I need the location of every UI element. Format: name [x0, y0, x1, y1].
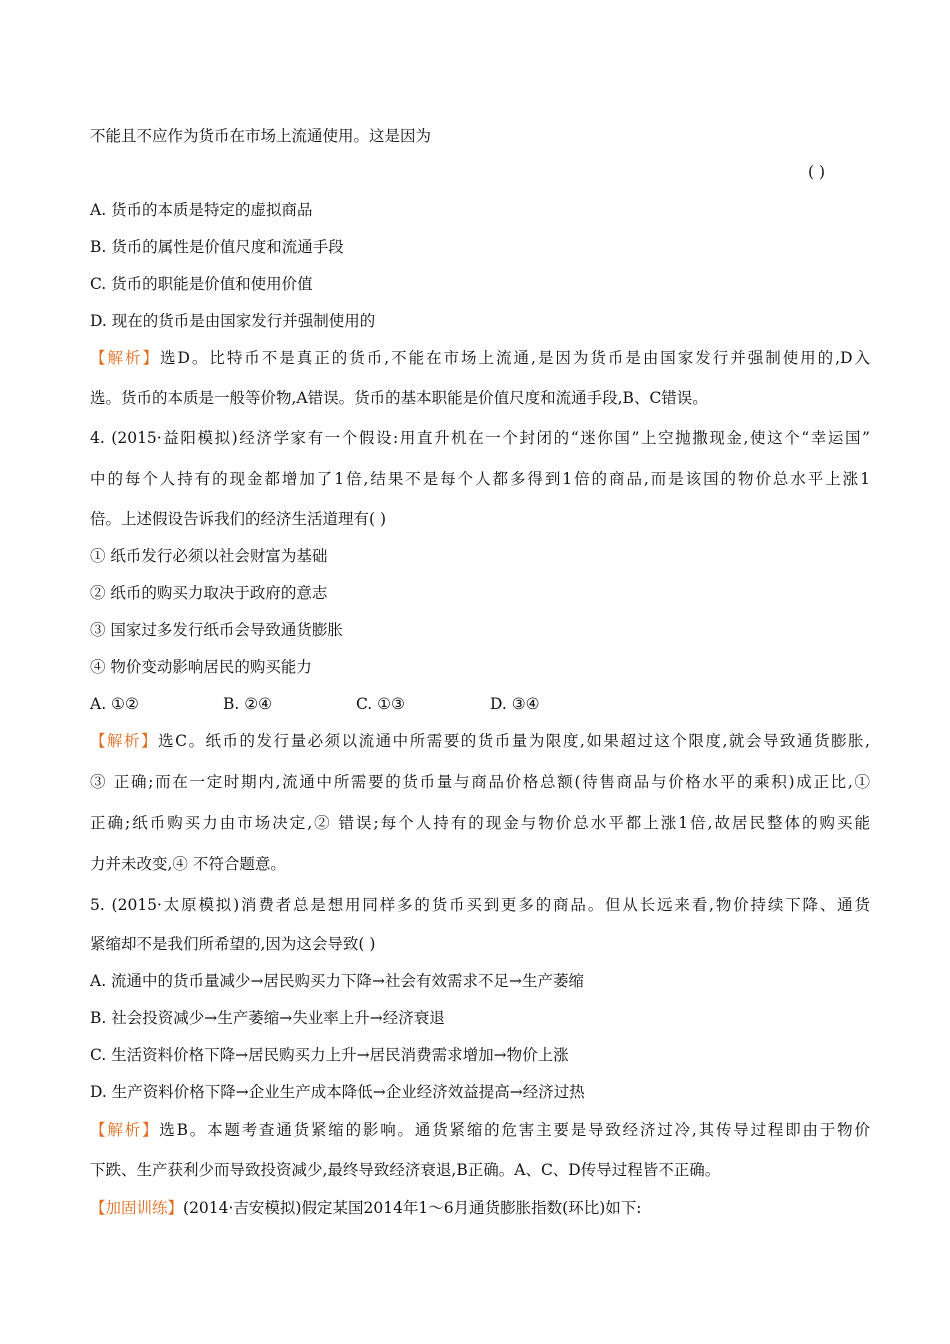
q4-stem-line-2: 中的每个人持有的现金都增加了1倍,结果不是每个人都多得到1倍的商品,而是该国的物价总水平上涨1: [90, 470, 870, 488]
q4-analysis-line-4: 力并未改变,④ 不符合题意。: [90, 855, 286, 873]
q5-option-c: C. 生活资料价格下降→居民购买力上升→居民消费需求增加→物价上涨: [90, 1046, 569, 1064]
q4-analysis-line-2: ③ 正确;而在一定时期内,流通中所需要的货币量与商品价格总额(待售商品与价格水平的乘积)成正比,①: [90, 773, 870, 791]
q4-analysis-line-3: 正确;纸币购买力由市场决定,② 错误;每个人持有的现金与物价总水平都上涨1倍,故居民整体的购买能: [90, 814, 870, 832]
q4-item-4: ④ 物价变动影响居民的购买能力: [90, 658, 312, 676]
q4-item-2: ② 纸币的购买力取决于政府的意志: [90, 584, 328, 602]
q5-analysis-line-1: [90, 1119, 870, 1141]
q3-analysis-line-1: [90, 347, 870, 369]
q4-analysis-line-1: [90, 730, 870, 752]
q4-item-3: ③ 国家过多发行纸币会导致通货膨胀: [90, 621, 343, 639]
q5-option-a: A. 流通中的货币量减少→居民购买力下降→社会有效需求不足→生产萎缩: [90, 972, 585, 990]
q3-analysis-line-2: 选。货币的本质是一般等价物,A错误。货币的基本职能是价值尺度和流通手段,B、C错误。: [90, 389, 708, 407]
q5-stem-line-1: 5. (2015·太原模拟)消费者总是想用同样多的货币买到更多的商品。但从长远来看,物价持续下降、通货: [90, 896, 870, 914]
q4-option-d: D. ③④: [490, 695, 540, 713]
q4-stem-line-1: 4. (2015·益阳模拟)经济学家有一个假设:用直升机在一个封闭的“迷你国”上空抛撒现金,使这个“幸运国”: [90, 429, 870, 447]
analysis-tag: 【解析】: [90, 732, 159, 750]
q5-analysis-line-2: 下跌、生产获利少而导致投资减少,最终导致经济衰退,B正确。A、C、D传导过程皆不正确。: [90, 1161, 721, 1179]
analysis-tag: 【解析】: [90, 349, 160, 367]
extra-training-line: [90, 1197, 870, 1219]
q4-option-a: A. ①②: [90, 695, 139, 713]
q4-item-1: ① 纸币发行必须以社会财富为基础: [90, 547, 328, 565]
q5-option-d: D. 生产资料价格下降→企业生产成本降低→企业经济效益提高→经济过热: [90, 1083, 585, 1101]
q3-option-d: D. 现在的货币是由国家发行并强制使用的: [90, 312, 376, 330]
q5-stem-line-2: 紧缩却不是我们所希望的,因为这会导致( ): [90, 935, 376, 953]
q3-option-c: C. 货币的职能是价值和使用价值: [90, 275, 313, 293]
extra-training-text: (2014·吉安模拟)假定某国2014年1～6月通货膨胀指数(环比)如下:: [183, 1199, 642, 1217]
q4-option-b: B. ②④: [223, 695, 273, 713]
q5-option-b: B. 社会投资减少→生产萎缩→失业率上升→经济衰退: [90, 1009, 445, 1027]
q3-option-b: B. 货币的属性是价值尺度和流通手段: [90, 238, 344, 256]
q3-option-a: A. 货币的本质是特定的虚拟商品: [90, 201, 313, 219]
q3-answer-paren: ( ): [808, 163, 826, 181]
q3-analysis-text-1: 选D。比特币不是真正的货币,不能在市场上流通,是因为货币是由国家发行并强制使用的,D入: [159, 349, 870, 367]
analysis-tag: 【解析】: [90, 1121, 160, 1139]
q4-option-c: C. ①③: [356, 695, 405, 713]
extra-training-tag: 【加固训练】: [90, 1199, 184, 1217]
q4-options-row: [90, 693, 870, 715]
q4-stem-line-3: 倍。上述假设告诉我们的经济生活道理有( ): [90, 510, 387, 528]
q3-stem-end: 不能且不应作为货币在市场上流通使用。这是因为: [90, 127, 432, 145]
q5-analysis-text-1: 选B。本题考查通货紧缩的影响。通货紧缩的危害主要是导致经济过冷,其传导过程即由于物价: [159, 1121, 870, 1139]
q4-analysis-text-1: 选C。纸币的发行量必须以流通中所需要的货币量为限度,如果超过这个限度,就会导致通货膨胀,: [158, 732, 870, 750]
